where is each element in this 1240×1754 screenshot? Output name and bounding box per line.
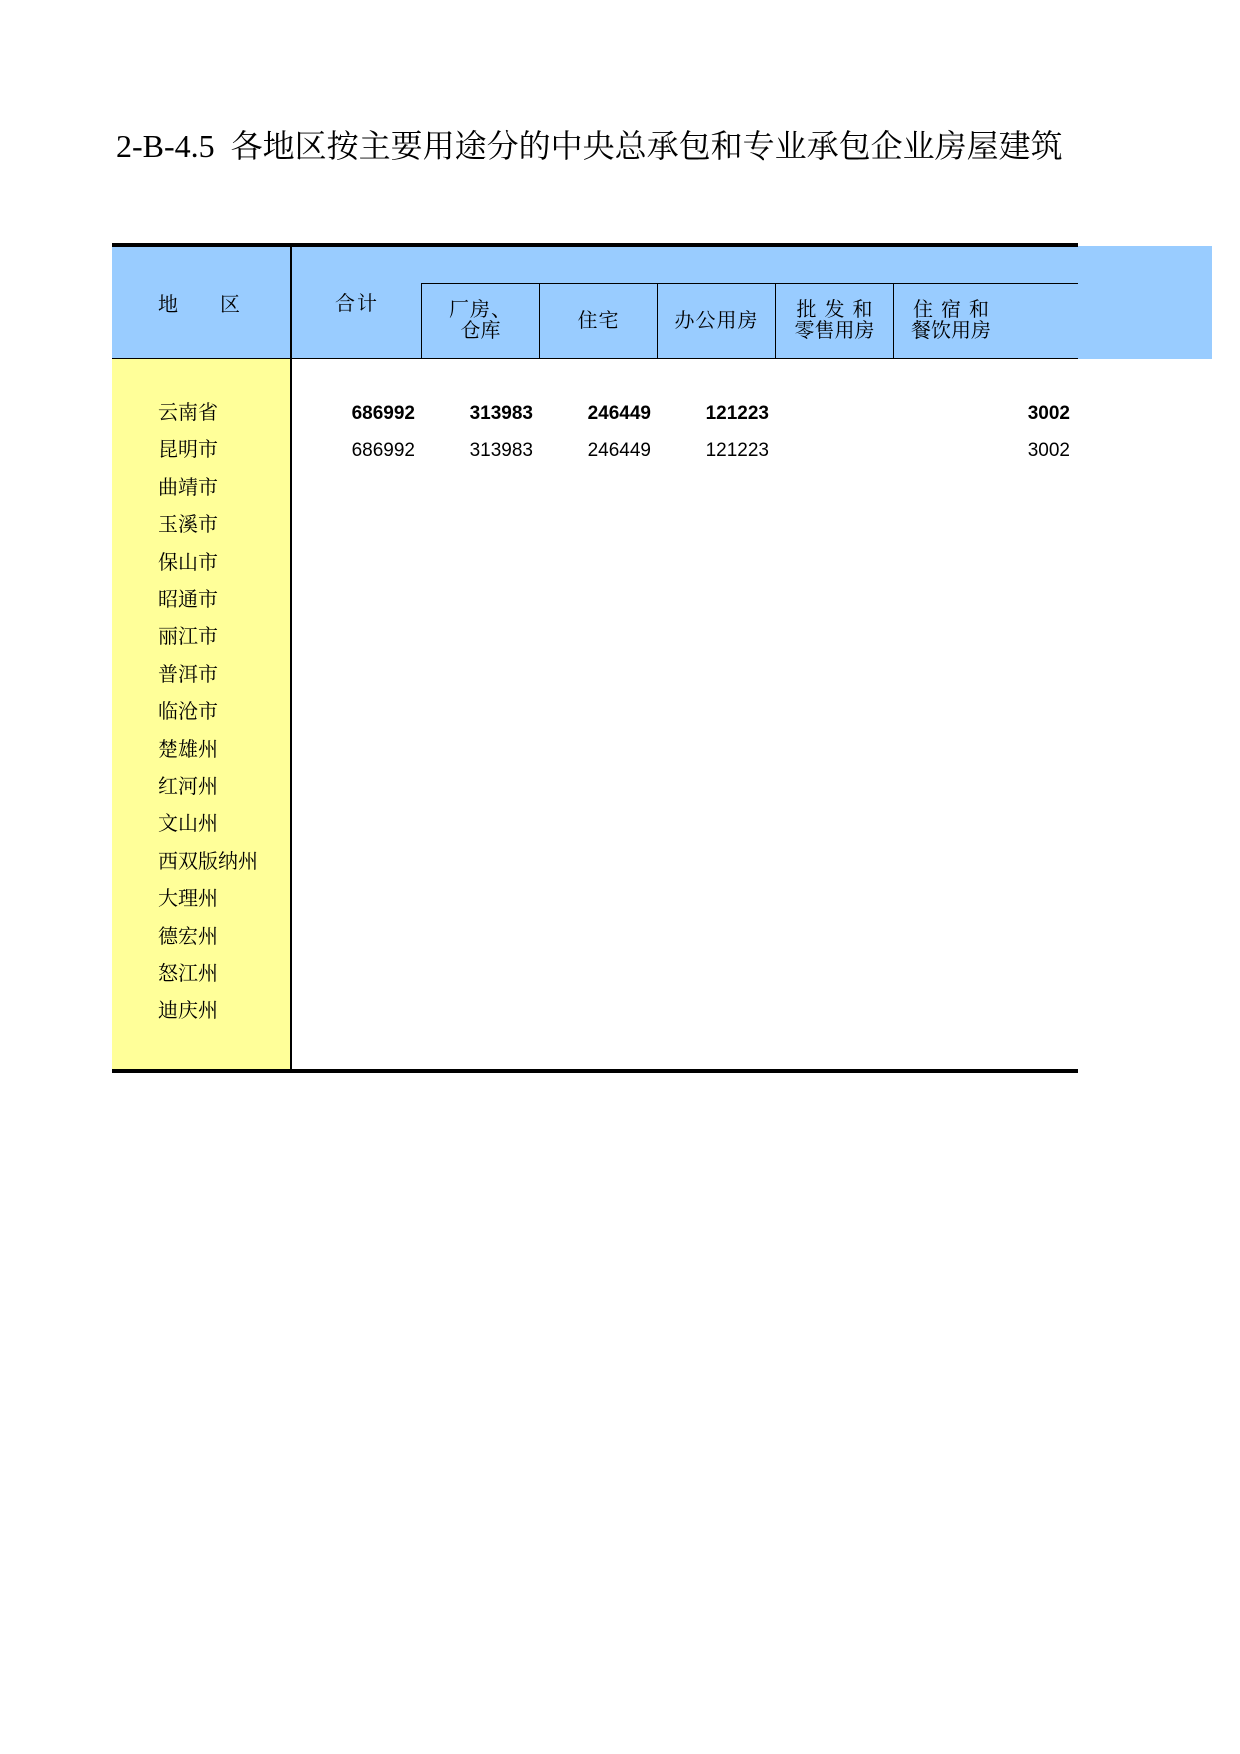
- value-cell: [659, 844, 769, 881]
- value-cell: [960, 956, 1070, 993]
- table-row: [112, 432, 1078, 469]
- region-name: 文山州: [158, 813, 218, 836]
- header-lodging-catering: 住宿和 餐饮用房: [893, 283, 1078, 358]
- region-name: 保山市: [158, 551, 218, 574]
- value-cell: [305, 881, 415, 918]
- value-cell: [423, 470, 533, 507]
- value-cell: [541, 507, 651, 544]
- header-total: 合计: [335, 293, 379, 315]
- header-region: 地区: [158, 294, 282, 316]
- value-cell: [659, 545, 769, 582]
- value-cell: [305, 956, 415, 993]
- value-cell: [960, 806, 1070, 843]
- value-cell: [541, 993, 651, 1030]
- table-row: [112, 507, 1078, 544]
- table-row: [112, 919, 1078, 956]
- value-cell: [659, 657, 769, 694]
- value-cell: [423, 956, 533, 993]
- region-name: 曲靖市: [158, 476, 218, 499]
- table-row: [112, 582, 1078, 619]
- region-name: 西双版纳州: [158, 850, 258, 873]
- value-cell: 686992: [351, 403, 415, 424]
- region-name: 大理州: [158, 888, 218, 911]
- value-cell: [659, 956, 769, 993]
- value-cell: [423, 993, 533, 1030]
- value-cell: [423, 844, 533, 881]
- value-cell: [423, 507, 533, 544]
- value-cell: [541, 732, 651, 769]
- value-cell: 121223: [705, 403, 769, 424]
- value-cell: [305, 619, 415, 656]
- value-cell: [777, 395, 887, 432]
- header-divider: [112, 358, 1078, 359]
- value-cell: [305, 806, 415, 843]
- value-cell: [777, 694, 887, 731]
- table-row: [112, 619, 1078, 656]
- table-row: [112, 732, 1078, 769]
- value-cell: [659, 470, 769, 507]
- value-cell: [960, 919, 1070, 956]
- value-cell: [423, 619, 533, 656]
- region-name: 德宏州: [158, 925, 218, 948]
- value-cell: [960, 844, 1070, 881]
- value-cell: [777, 919, 887, 956]
- value-cell: [423, 881, 533, 918]
- value-cell: [659, 993, 769, 1030]
- value-cell: [659, 881, 769, 918]
- value-cell: [541, 881, 651, 918]
- value-cell: [305, 545, 415, 582]
- value-cell: [659, 806, 769, 843]
- value-cell: [423, 732, 533, 769]
- table-title-text: 各地区按主要用途分的中央总承包和专业承包企业房屋建筑: [230, 128, 1063, 164]
- value-cell: [960, 470, 1070, 507]
- value-cell: [305, 919, 415, 956]
- value-cell: [659, 919, 769, 956]
- region-name: 昆明市: [158, 439, 218, 462]
- value-cell: [777, 507, 887, 544]
- header-fill-extension: [1078, 246, 1212, 359]
- table-row: [112, 844, 1078, 881]
- header-wholesale-retail: 批发和 零售用房: [775, 283, 893, 358]
- value-cell: [777, 582, 887, 619]
- value-cell: [305, 993, 415, 1030]
- value-cell: [960, 545, 1070, 582]
- value-cell: [305, 769, 415, 806]
- region-name: 楚雄州: [158, 738, 218, 761]
- value-cell: [960, 657, 1070, 694]
- value-cell: [305, 657, 415, 694]
- value-cell: [777, 470, 887, 507]
- region-name: 迪庆州: [158, 1000, 218, 1023]
- value-cell: [659, 732, 769, 769]
- value-cell: 3002: [1027, 440, 1070, 462]
- value-cell: [541, 806, 651, 843]
- value-cell: [305, 470, 415, 507]
- value-cell: [659, 619, 769, 656]
- table-row: [112, 395, 1078, 432]
- region-name: 怒江州: [158, 963, 218, 985]
- value-cell: [777, 619, 887, 656]
- value-cell: [423, 545, 533, 582]
- region-name: 临沧市: [158, 701, 218, 724]
- value-cell: [659, 507, 769, 544]
- table-row: [112, 470, 1078, 507]
- header-residential: 住宅: [539, 283, 657, 358]
- table-row: [112, 806, 1078, 843]
- value-cell: [960, 993, 1070, 1030]
- region-name: 普洱市: [158, 663, 218, 686]
- value-cell: [777, 881, 887, 918]
- region-name: 玉溪市: [158, 514, 218, 537]
- value-cell: 121223: [705, 440, 769, 462]
- table-row: [112, 545, 1078, 582]
- region-name: 昭通市: [158, 589, 218, 611]
- value-cell: [960, 769, 1070, 806]
- value-cell: [305, 844, 415, 881]
- value-cell: [960, 619, 1070, 656]
- value-cell: 313983: [469, 403, 533, 424]
- value-cell: [777, 769, 887, 806]
- region-name: 红河州: [158, 776, 218, 798]
- value-cell: [659, 694, 769, 731]
- value-cell: [305, 507, 415, 544]
- value-cell: [541, 657, 651, 694]
- value-cell: [777, 657, 887, 694]
- page-title: [116, 124, 1076, 168]
- header-factory-warehouse: 厂房、 仓库: [421, 283, 539, 358]
- value-cell: [423, 769, 533, 806]
- table-row: [112, 657, 1078, 694]
- value-cell: [305, 582, 415, 619]
- value-cell: [541, 769, 651, 806]
- region-name: 云南省: [158, 402, 218, 424]
- value-cell: [423, 694, 533, 731]
- table-row: [112, 993, 1078, 1030]
- value-cell: 3002: [1027, 403, 1070, 424]
- value-cell: [541, 844, 651, 881]
- value-cell: 313983: [469, 440, 533, 462]
- value-cell: [423, 919, 533, 956]
- value-cell: [960, 507, 1070, 544]
- value-cell: [541, 619, 651, 656]
- value-cell: [777, 844, 887, 881]
- value-cell: [305, 732, 415, 769]
- header-office: 办公用房: [657, 283, 775, 358]
- value-cell: [423, 806, 533, 843]
- value-cell: [541, 694, 651, 731]
- region-name: 丽江市: [158, 626, 218, 649]
- table-row: [112, 769, 1078, 806]
- value-cell: 246449: [587, 403, 651, 424]
- value-cell: [960, 732, 1070, 769]
- table-code: 2-B-4.5: [116, 128, 215, 164]
- value-cell: [777, 732, 887, 769]
- value-cell: [305, 694, 415, 731]
- value-cell: [960, 582, 1070, 619]
- value-cell: [541, 956, 651, 993]
- table-row: [112, 956, 1078, 993]
- value-cell: [777, 956, 887, 993]
- value-cell: [777, 993, 887, 1030]
- value-cell: [777, 806, 887, 843]
- table-row: [112, 881, 1078, 918]
- value-cell: 686992: [351, 440, 415, 462]
- value-cell: [423, 657, 533, 694]
- value-cell: [777, 545, 887, 582]
- value-cell: [777, 432, 887, 469]
- table-row: [112, 694, 1078, 731]
- value-cell: 246449: [587, 440, 651, 462]
- data-table: [112, 243, 1078, 1073]
- value-cell: [541, 919, 651, 956]
- value-cell: [659, 582, 769, 619]
- value-cell: [423, 582, 533, 619]
- value-cell: [659, 769, 769, 806]
- value-cell: [960, 694, 1070, 731]
- value-cell: [541, 545, 651, 582]
- value-cell: [541, 582, 651, 619]
- value-cell: [960, 881, 1070, 918]
- table-bottom-border: [112, 1069, 1078, 1073]
- value-cell: [541, 470, 651, 507]
